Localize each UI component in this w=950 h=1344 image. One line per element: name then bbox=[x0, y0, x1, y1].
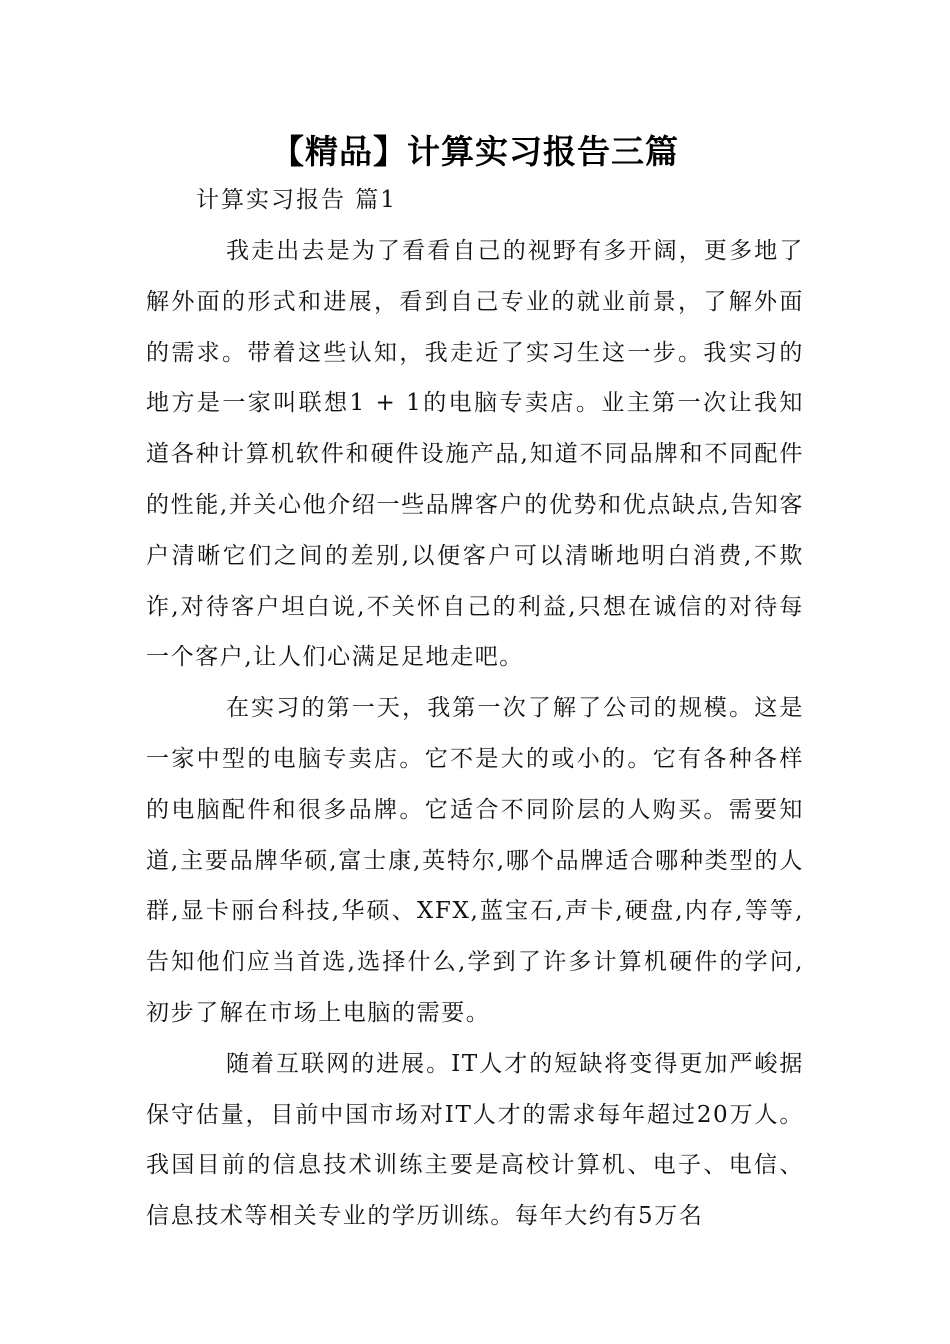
document-title: 【精品】计算实习报告三篇 bbox=[271, 132, 679, 171]
section-heading: 计算实习报告 篇1 bbox=[196, 187, 397, 213]
paragraph-1: 我走出去是为了看看自己的视野有多开阔，更多地了解外面的形式和进展，看到自己专业的就业前景，了解外面的需求。带着这些认知，我走近了实习生这一步。我实习的地方是一家叫联想1 + 1的电脑专卖店。业主第一次让我知道各种计算机软件和硬件设施产品,知道不同品牌和不同配件的性能,并关心他介绍一些品牌客户的优势和优点缺点,告知客户清晰它们之间的差别,以便客户可以清晰地明白消费,不欺诈,对待客户坦白说,不关怀自己的利益,只想在诚信的对待每一个客户,让人们心满足足地走吧。 bbox=[146, 238, 804, 671]
paragraph-2: 在实习的第一天，我第一次了解了公司的规模。这是一家中型的电脑专卖店。它不是大的或小的。它有各种各样的电脑配件和很多品牌。它适合不同阶层的人购买。需要知道,主要品牌华硕,富士康,英特尔,哪个品牌适合哪种类型的人群,显卡丽台科技,华硕、XFX,蓝宝石,声卡,硬盘,内存,等等,告知他们应当首选,选择什么,学到了许多计算机硬件的学问,初步了解在市场上电脑的需要。 bbox=[146, 695, 804, 1026]
paragraph-3: 随着互联网的进展。IT人才的短缺将变得更加严峻据保守估量，目前中国市场对IT人才的需求每年超过20万人。我国目前的信息技术训练主要是高校计算机、电子、电信、信息技术等相关专业的学历训练。每年大约有5万名 bbox=[146, 1050, 804, 1230]
document-body bbox=[146, 226, 804, 1242]
